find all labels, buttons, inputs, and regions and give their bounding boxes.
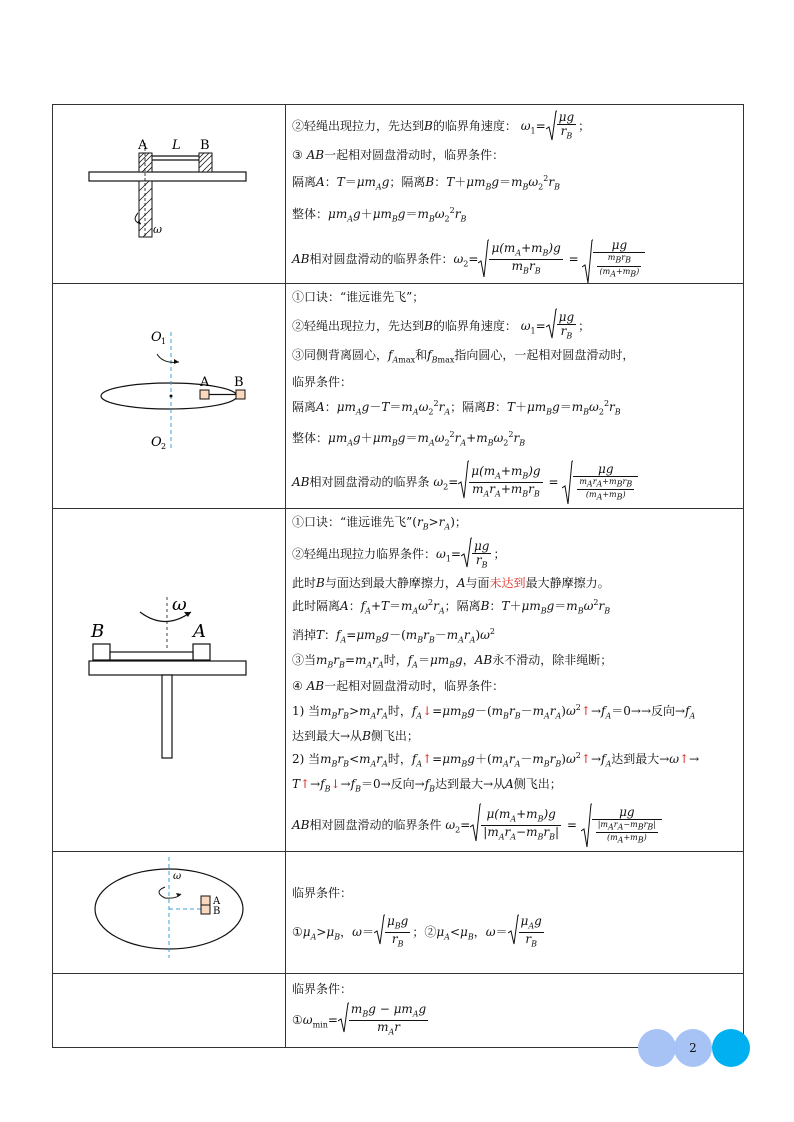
svg-text:2: 2 <box>161 441 167 451</box>
row-2 <box>53 283 744 508</box>
text-cell-1: ②轻绳出现拉力，先达到B的临界角速度： $\omega_1=$ $\frac{\mu g}{r_B}$ ； ③ AB一起相对圆盘滑动时，临界条件： 隔离A：$T=\mu m_Ag$；隔离B：$T+\mu m_Bg=m_B\omega_2^2r_B$ 整体：$\mu m_Ag+\mu m_Bg=m_B\omega_2^2r_B$ AB相对圆盘滑动的临界条件：$\omega_2=$ $\frac{\mu(m_A+m_B)g}{m_Br_B}$ = $\frac{\mu g}{\frac{m_Br_B}{(m_A+m_B)}}$ <box>286 105 744 284</box>
label-omega: ω <box>172 593 187 615</box>
label-a: A <box>193 620 206 642</box>
row-1 <box>53 105 744 284</box>
text-cell-2: ①口诀：“谁远谁先飞”； ②轻绳出现拉力，先达到B的临界角速度： $\omega_1=$ $\frac{\mu g}{r_B}$ ； ③同侧背离圆心，$f_{Amax}$和$f_{Bmax}$指向圆心，一起相对圆盘滑动时， 临界条件： 隔离A：$\mu m_Ag-T=m_A\omega_2^2r_A$；隔离B：$T+\mu m_Bg=m_B\omega_2^2r_B$ 整体：$\mu m_Ag+\mu m_Bg=m_A\omega_2^2r_A+m_B\omega_2^2r_B$ AB相对圆盘滑动的临界条 $\omega_2=$ $\frac{\mu(m_A+m_B)g}{m_Ar_A+m_Br_B}$ = $\frac{\mu g}{\frac{m_Ar_A+m_Br_B}{(m_A+m_B)}}$ <box>286 283 744 508</box>
content-table <box>52 104 744 1048</box>
label-l: L <box>172 138 181 153</box>
label-a: A <box>213 895 221 907</box>
figure-cell-4 <box>53 851 286 973</box>
page-number: 2 <box>689 1041 697 1055</box>
turntable-axle-figure <box>53 105 285 273</box>
row-4 <box>53 851 744 973</box>
label-b: B <box>200 138 210 153</box>
text-cell-5: 临界条件： $①\omega_{min}=$ $\frac{m_Bg - \mu m_Ag}{m_Ar}$ <box>286 973 744 1047</box>
figure-cell-1 <box>53 105 286 284</box>
label-o1: O <box>151 329 162 345</box>
row-3 <box>53 508 744 851</box>
text-cell-3: ①口诀：“谁远谁先飞$”(r_B>r_A)$； ②轻绳出现拉力临界条件：$\omega_1=$ $\frac{\mu g}{r_B}$ ； 此时B与面达到最大静摩擦力，A与面未达到最大静摩擦力。 此时隔离A：$f_A+T=m_A\omega^2r_A$；隔离B：$T+\mu m_Bg=m_B\omega^2r_B$ 消掉T：$f_A=\mu m_Bg-(m_Br_B-m_Ar_A)\omega^2$ ③当$m_Br_B=m_Ar_A$时，$f_A=\mu m_Bg$，AB永不滑动，除非绳断； ④ AB一起相对圆盘滑动时，临界条件： 1) 当$m_Br_B>m_Ar_A$时，$f_A↓=\mu m_Bg-(m_Br_B-m_Ar_A)\omega^2↑\to f_A=0\to\to$反向$\to f_A$ 达到最大→从B侧飞出； 2) 当$m_Br_B<m_Ar_A$时，$f_A↑=\mu m_Bg+(m_Ar_A-m_Br_B)\omega^2↑\to f_A$达到最大→ω↑→ $T↑\to f_B↓\to f_B=0\to$反向$\to f_B$达到最大→从A侧飞出； AB相对圆盘滑动的临界条件 $\omega_2=$ $\frac{\mu(m_A+m_B)g}{|m_Ar_A-m_Br_B|}$ = $\frac{\mu g}{\frac{|m_Ar_A-m_Br_B|}{(m_A+m_B)}}$ <box>286 508 744 851</box>
label-a: A <box>138 138 148 153</box>
svg-text:1: 1 <box>161 336 167 346</box>
stacked-blocks-figure <box>53 852 285 970</box>
label-o2: O <box>151 434 162 450</box>
figure-cell-3 <box>53 508 286 851</box>
label-b: B <box>213 905 221 917</box>
label-omega: ω <box>153 223 162 236</box>
figure-cell-5 <box>53 973 286 1047</box>
opposite-side-figure <box>53 509 285 847</box>
text-cell-4: 临界条件： $①\mu_A>\mu_B$，ω＝ $\frac{\mu_Bg}{r_B}$ ；$②\mu_A<\mu_B$，ω＝ $\frac{\mu_Ag}{r_B}$ <box>286 851 744 973</box>
label-b: B <box>234 374 244 390</box>
figure-cell-2 <box>53 283 286 508</box>
page-number-badge <box>638 1029 750 1067</box>
label-omega: ω <box>173 870 182 882</box>
disk-same-side-figure <box>53 284 285 502</box>
label-b: B <box>91 620 105 642</box>
label-a: A <box>200 374 210 390</box>
